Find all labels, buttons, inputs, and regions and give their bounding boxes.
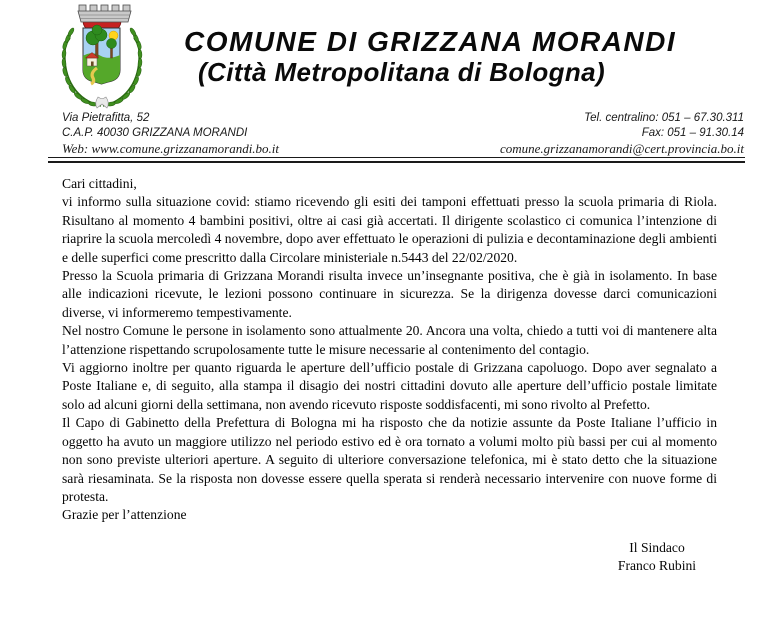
header-divider (48, 157, 745, 163)
shield (83, 25, 120, 84)
cap-line: C.A.P. 40030 GRIZZANA MORANDI (62, 127, 248, 139)
signature-name: Franco Rubini (617, 558, 697, 574)
paragraph: Grazie per l’attenzione (62, 507, 187, 523)
municipal-crest-icon (57, 2, 147, 112)
paragraph: vi informo sulla situazione covid: stiamo ricevendo gli esiti dei tamponi effettuati presso la scuola primaria di Riola. Risultano al momento 4 bambini positivi, oltre ai casi già accertati. Il dirigente scolastico ci comunica l’intenzione di riaprire la scuola mercoledì 4 novembre, dopo aver effettuato le operazioni di pulizia e decontaminazione degli ambienti e delle superfici come prescritto dalla Circolare ministeriale n.5443 del 22/02/2020. (62, 194, 717, 265)
ribbon-bow (96, 97, 109, 108)
address-line: Via Pietrafitta, 52 (62, 112, 150, 124)
web-line: Web: www.comune.grizzanamorandi.bo.it (62, 141, 280, 156)
paragraph: Vi aggiorno inoltre per quanto riguarda le aperture dell’ufficio postale di Grizzana capoluogo. Dopo aver segnalato a Poste Italiane e, di seguito, alla stampa il disagio dei nostri cittadini dovuto alle aperture dell’ufficio postale limitate solo ad alcuni giorni della settimana, non avendo ricevuto risposte soddisfacenti, mi sono rivolto al Prefetto. (62, 360, 717, 412)
email-line: comune.grizzanamorandi@cert.provincia.bo.it (499, 141, 744, 156)
signature-block (595, 539, 719, 576)
fax-line: Fax: 051 – 91.30.14 (641, 127, 744, 139)
header-titles (184, 26, 676, 86)
paragraph: Presso la Scuola primaria di Grizzana Morandi risulta invece un’insegnante positiva, che è già in isolamento. In base alle indicazioni ricevute, le lezioni possono continuare in sicurezza. Se la dirigenza dovesse darci comunicazioni diverse, vi informeremo tempestivamente. (62, 268, 717, 320)
signature-role: Il Sindaco (629, 539, 685, 555)
contact-right (500, 111, 744, 156)
comune-subtitle: (Città Metropolitana di Bologna) (198, 57, 606, 87)
paragraph: Cari cittadini, (62, 176, 137, 191)
comune-title: COMUNE DI GRIZZANA MORANDI (184, 26, 677, 57)
letterhead (0, 0, 779, 163)
paragraph: Il Capo di Gabinetto della Prefettura di Bologna mi ha risposto che da notizie assunte da Poste Italiane l’ufficio in oggetto ha avuto un maggiore utilizzo nel periodo estivo ed è ora tornato a volumi molto più bassi per cui al momento non sono previste ulteriori aperture. A seguito di ulteriore conversazione telefonica, mi è stato detto che la situazione sarà riesaminata. Se la risposta non dovesse essere quella sperata si renderà necessario intervenire con nuove forme di protesta. (62, 415, 717, 504)
paragraph: Nel nostro Comune le persone in isolamento sono attualmente 20. Ancora una volta, chiedo a tutti voi di mantenere alta l’attenzione rispettando scrupolosamente tutte le misure necessarie al contenimento del contagio. (62, 323, 717, 357)
tel-line: Tel. centralino: 051 – 67.30.311 (584, 112, 744, 124)
contact-block (62, 111, 744, 156)
contact-left (62, 111, 279, 156)
letter-body (0, 163, 779, 576)
